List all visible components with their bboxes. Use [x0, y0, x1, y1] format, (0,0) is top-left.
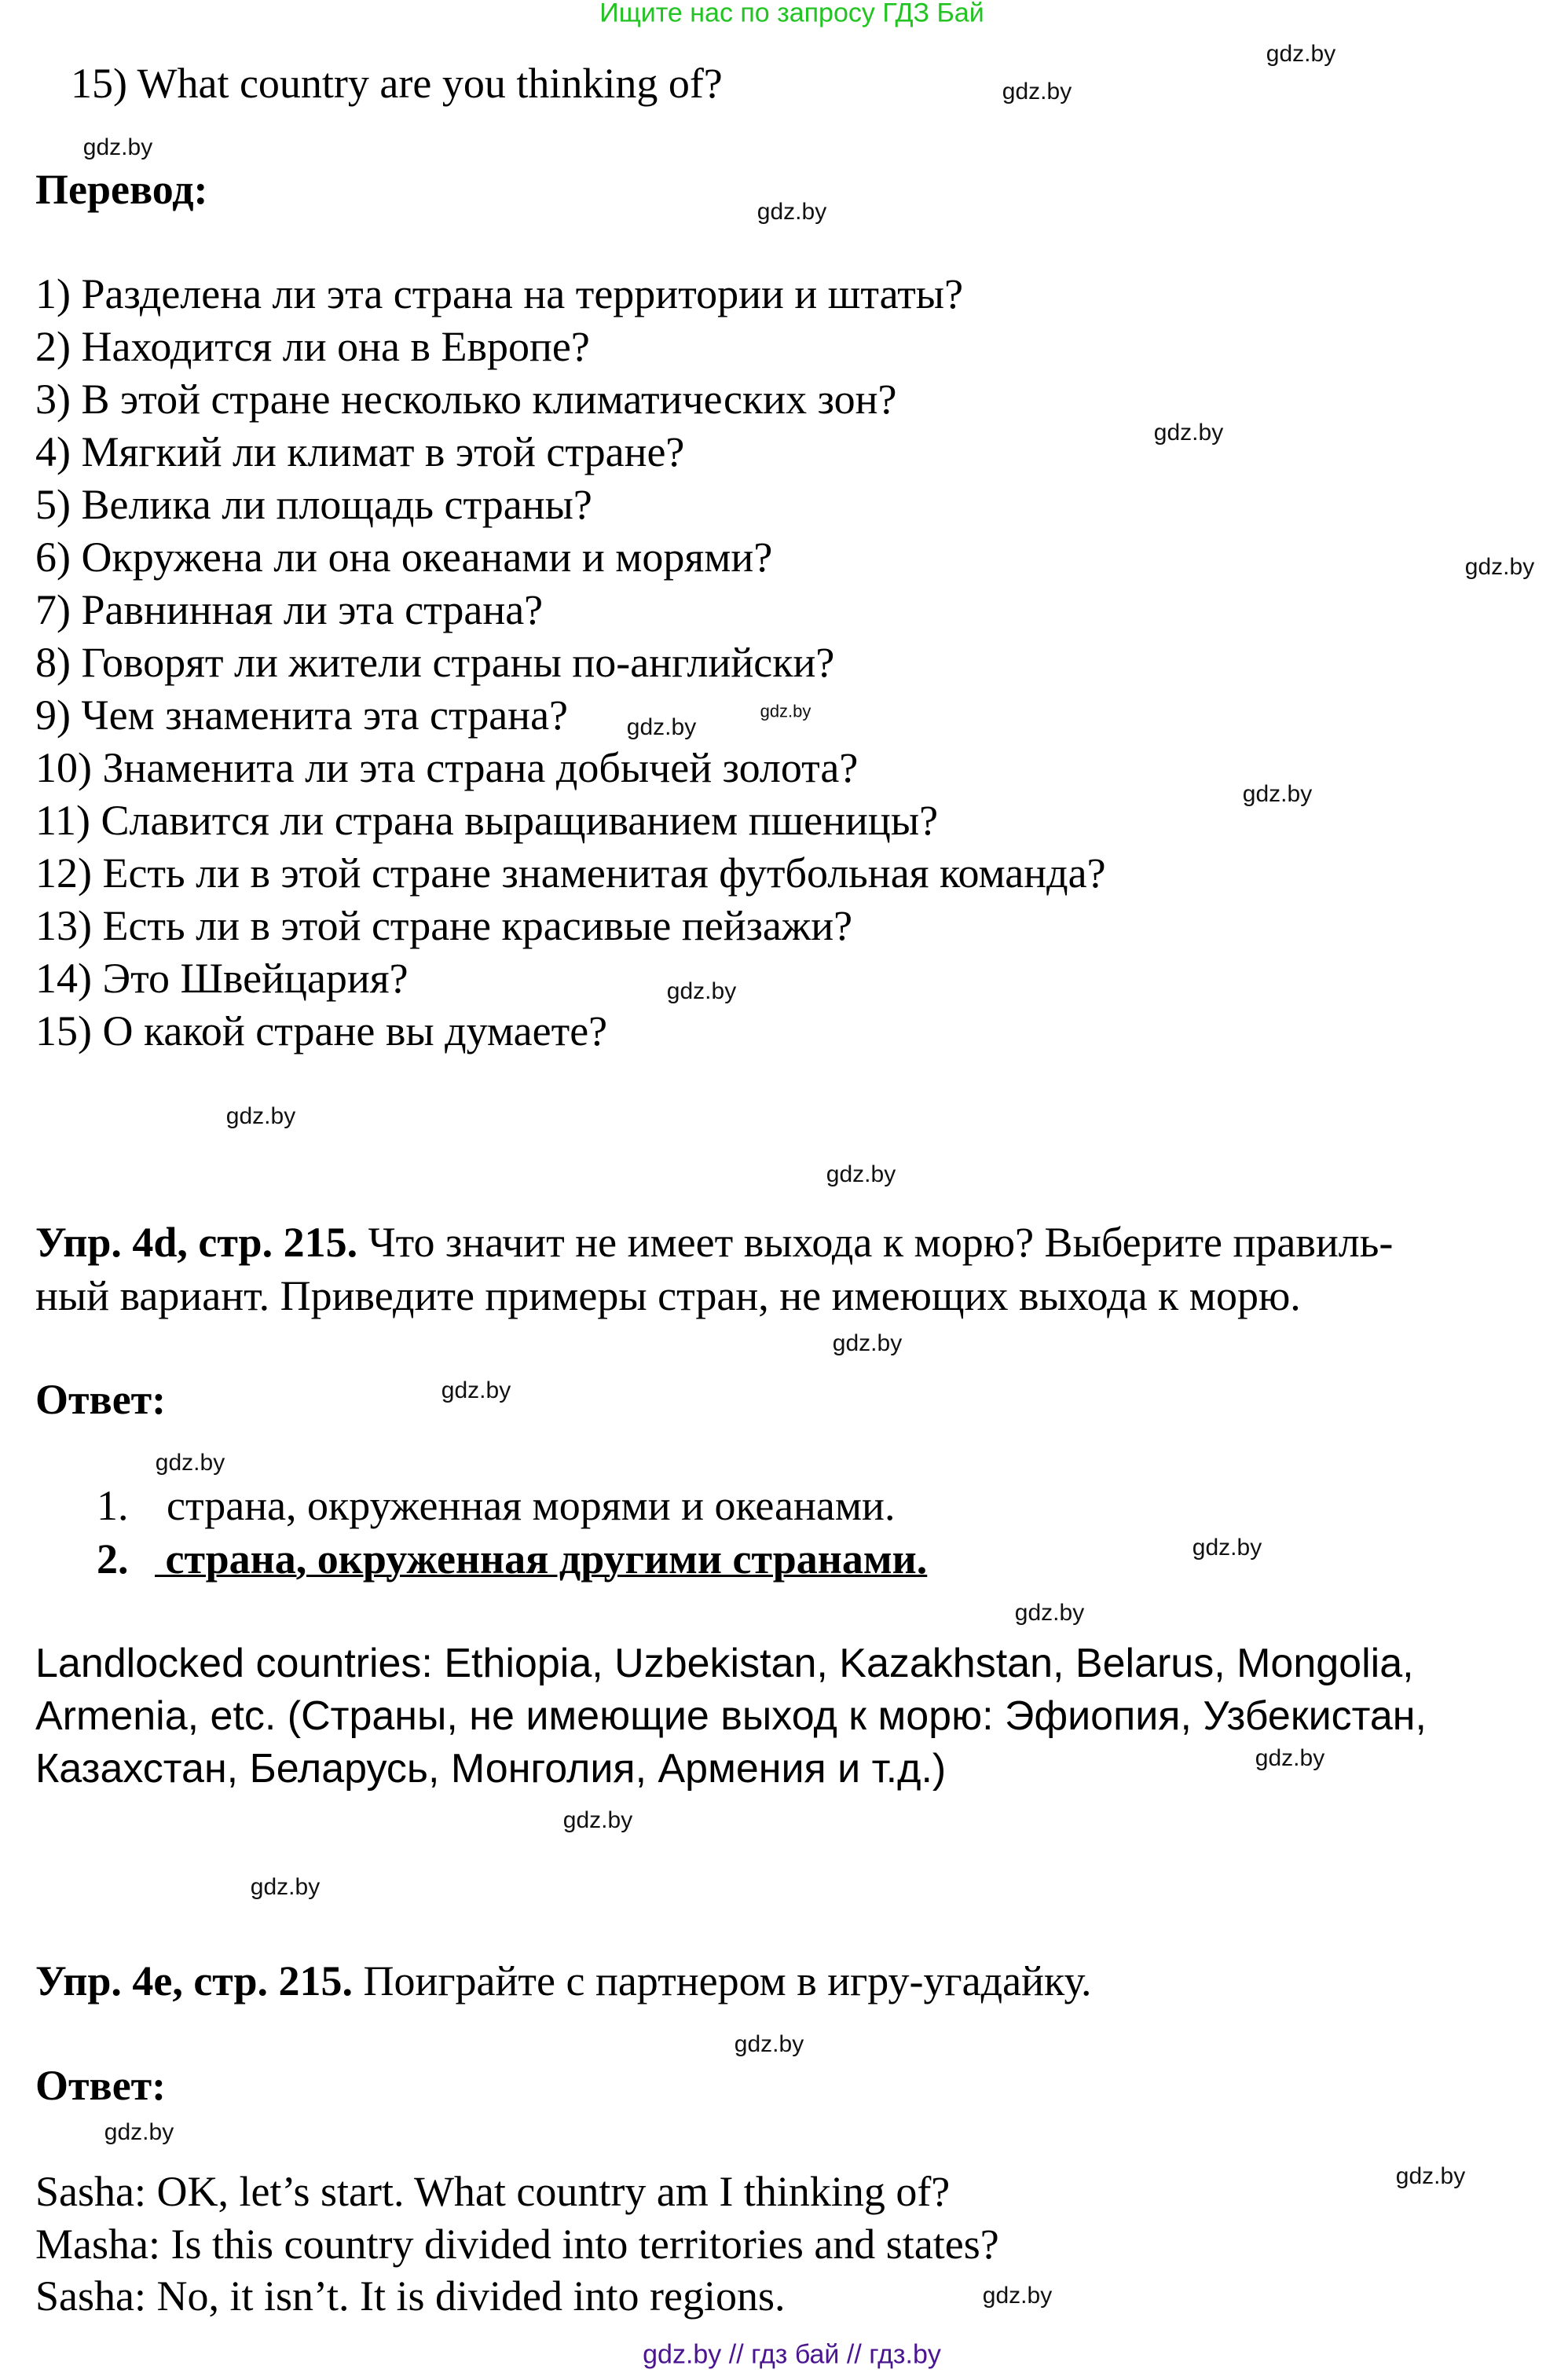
watermark: gdz.by [626, 714, 697, 740]
footer-links[interactable]: gdz.by // гдз бай // гдз.by [643, 2339, 941, 2370]
list-item: 2) Находится ли она в Европе? [35, 323, 590, 370]
list-item: 13) Есть ли в этой стране красивые пейзажи? [35, 902, 853, 949]
option-number-correct: 2. [97, 1535, 129, 1583]
paragraph-line: Armenia, etc. (Страны, не имеющие выход к морю: Эфиопия, Узбекистан, [35, 1693, 1427, 1739]
exercise-4d-title-cont: ный вариант. Приведите примеры стран, не имеющих выхода к морю. [35, 1272, 1301, 1319]
watermark: gdz.by [225, 1103, 296, 1129]
dialogue-line: Masha: Is this country divided into territories and states? [35, 2221, 999, 2268]
watermark: gdz.by [1242, 781, 1313, 807]
list-item: 6) Окружена ли она океанами и морями? [35, 534, 773, 581]
watermark: gdz.by [104, 2119, 174, 2145]
watermark: gdz.by [760, 701, 811, 721]
list-item: 10) Знаменита ли эта страна добычей золота? [35, 744, 859, 791]
watermark: gdz.by [757, 199, 827, 225]
watermark: gdz.by [1395, 2163, 1466, 2189]
list-item: 14) Это Швейцария? [35, 955, 408, 1002]
option-text: страна, окруженная морями и океанами. [167, 1482, 896, 1529]
list-item: 11) Славится ли страна выращиванием пшеницы? [35, 797, 939, 844]
watermark: gdz.by [826, 1161, 896, 1187]
watermark: gdz.by [1002, 79, 1072, 105]
exercise-text: Что значит не имеет выхода к морю? Выберите правиль- [357, 1219, 1394, 1266]
answer-heading: Ответ: [35, 1376, 167, 1423]
watermark: gdz.by [1464, 554, 1535, 580]
watermark: gdz.by [1153, 420, 1224, 446]
exercise-label: Упр. 4d, стр. 215. [35, 1219, 358, 1266]
list-item: 1) Разделена ли эта страна на территории и штаты? [35, 270, 964, 317]
watermark: gdz.by [1014, 1600, 1085, 1626]
dialogue-line: Sasha: No, it isn’t. It is divided into regions. [35, 2272, 786, 2320]
watermark: gdz.by [1255, 1745, 1325, 1771]
translation-heading: Перевод: [35, 166, 208, 213]
watermark: gdz.by [562, 1807, 633, 1833]
watermark: gdz.by [1192, 1535, 1262, 1561]
watermark: gdz.by [982, 2283, 1053, 2309]
list-item: 3) В этой стране несколько климатических зон? [35, 376, 897, 423]
list-item: 9) Чем знаменита эта страна? [35, 691, 569, 739]
exercise-4d-title [35, 1218, 1393, 1267]
list-item: 15) О какой стране вы думаете? [35, 1007, 608, 1054]
watermark: gdz.by [832, 1330, 903, 1356]
watermark: gdz.by [155, 1450, 225, 1476]
option-text-correct [155, 1535, 927, 1583]
watermark: gdz.by [250, 1874, 321, 1900]
list-item: 12) Есть ли в этой стране знаменитая футбольная команда? [35, 849, 1106, 897]
exercise-label: Упр. 4e, стр. 215. [35, 1957, 353, 2004]
watermark: gdz.by [1266, 41, 1336, 67]
correct-answer: страна, окруженная другими странами. [165, 1535, 928, 1583]
paragraph-line: Казахстан, Беларусь, Монголия, Армения и т.д.) [35, 1746, 947, 1792]
top-question: 15) What country are you thinking of? [71, 60, 723, 107]
dialogue-line: Sasha: OK, let’s start. What country am I thinking of? [35, 2168, 951, 2215]
watermark: gdz.by [734, 2031, 804, 2057]
watermark: gdz.by [441, 1377, 511, 1403]
paragraph-line: Landlocked countries: Ethiopia, Uzbekistan, Kazakhstan, Belarus, Mongolia, [35, 1641, 1414, 1686]
list-item: 8) Говорят ли жители страны по-английски? [35, 639, 835, 686]
answer-heading: Ответ: [35, 2062, 167, 2109]
watermark: gdz.by [82, 134, 153, 160]
option-number: 1. [97, 1482, 129, 1529]
search-banner[interactable]: Ищите нас по запросу ГДЗ Бай [599, 0, 984, 28]
list-item: 5) Велика ли площадь страны? [35, 481, 592, 528]
exercise-4e-title [35, 1957, 1092, 2005]
exercise-text: Поиграйте с партнером в игру-угадайку. [353, 1957, 1092, 2004]
list-item: 4) Мягкий ли климат в этой стране? [35, 428, 685, 475]
list-item: 7) Равнинная ли эта страна? [35, 586, 544, 633]
watermark: gdz.by [666, 978, 737, 1004]
